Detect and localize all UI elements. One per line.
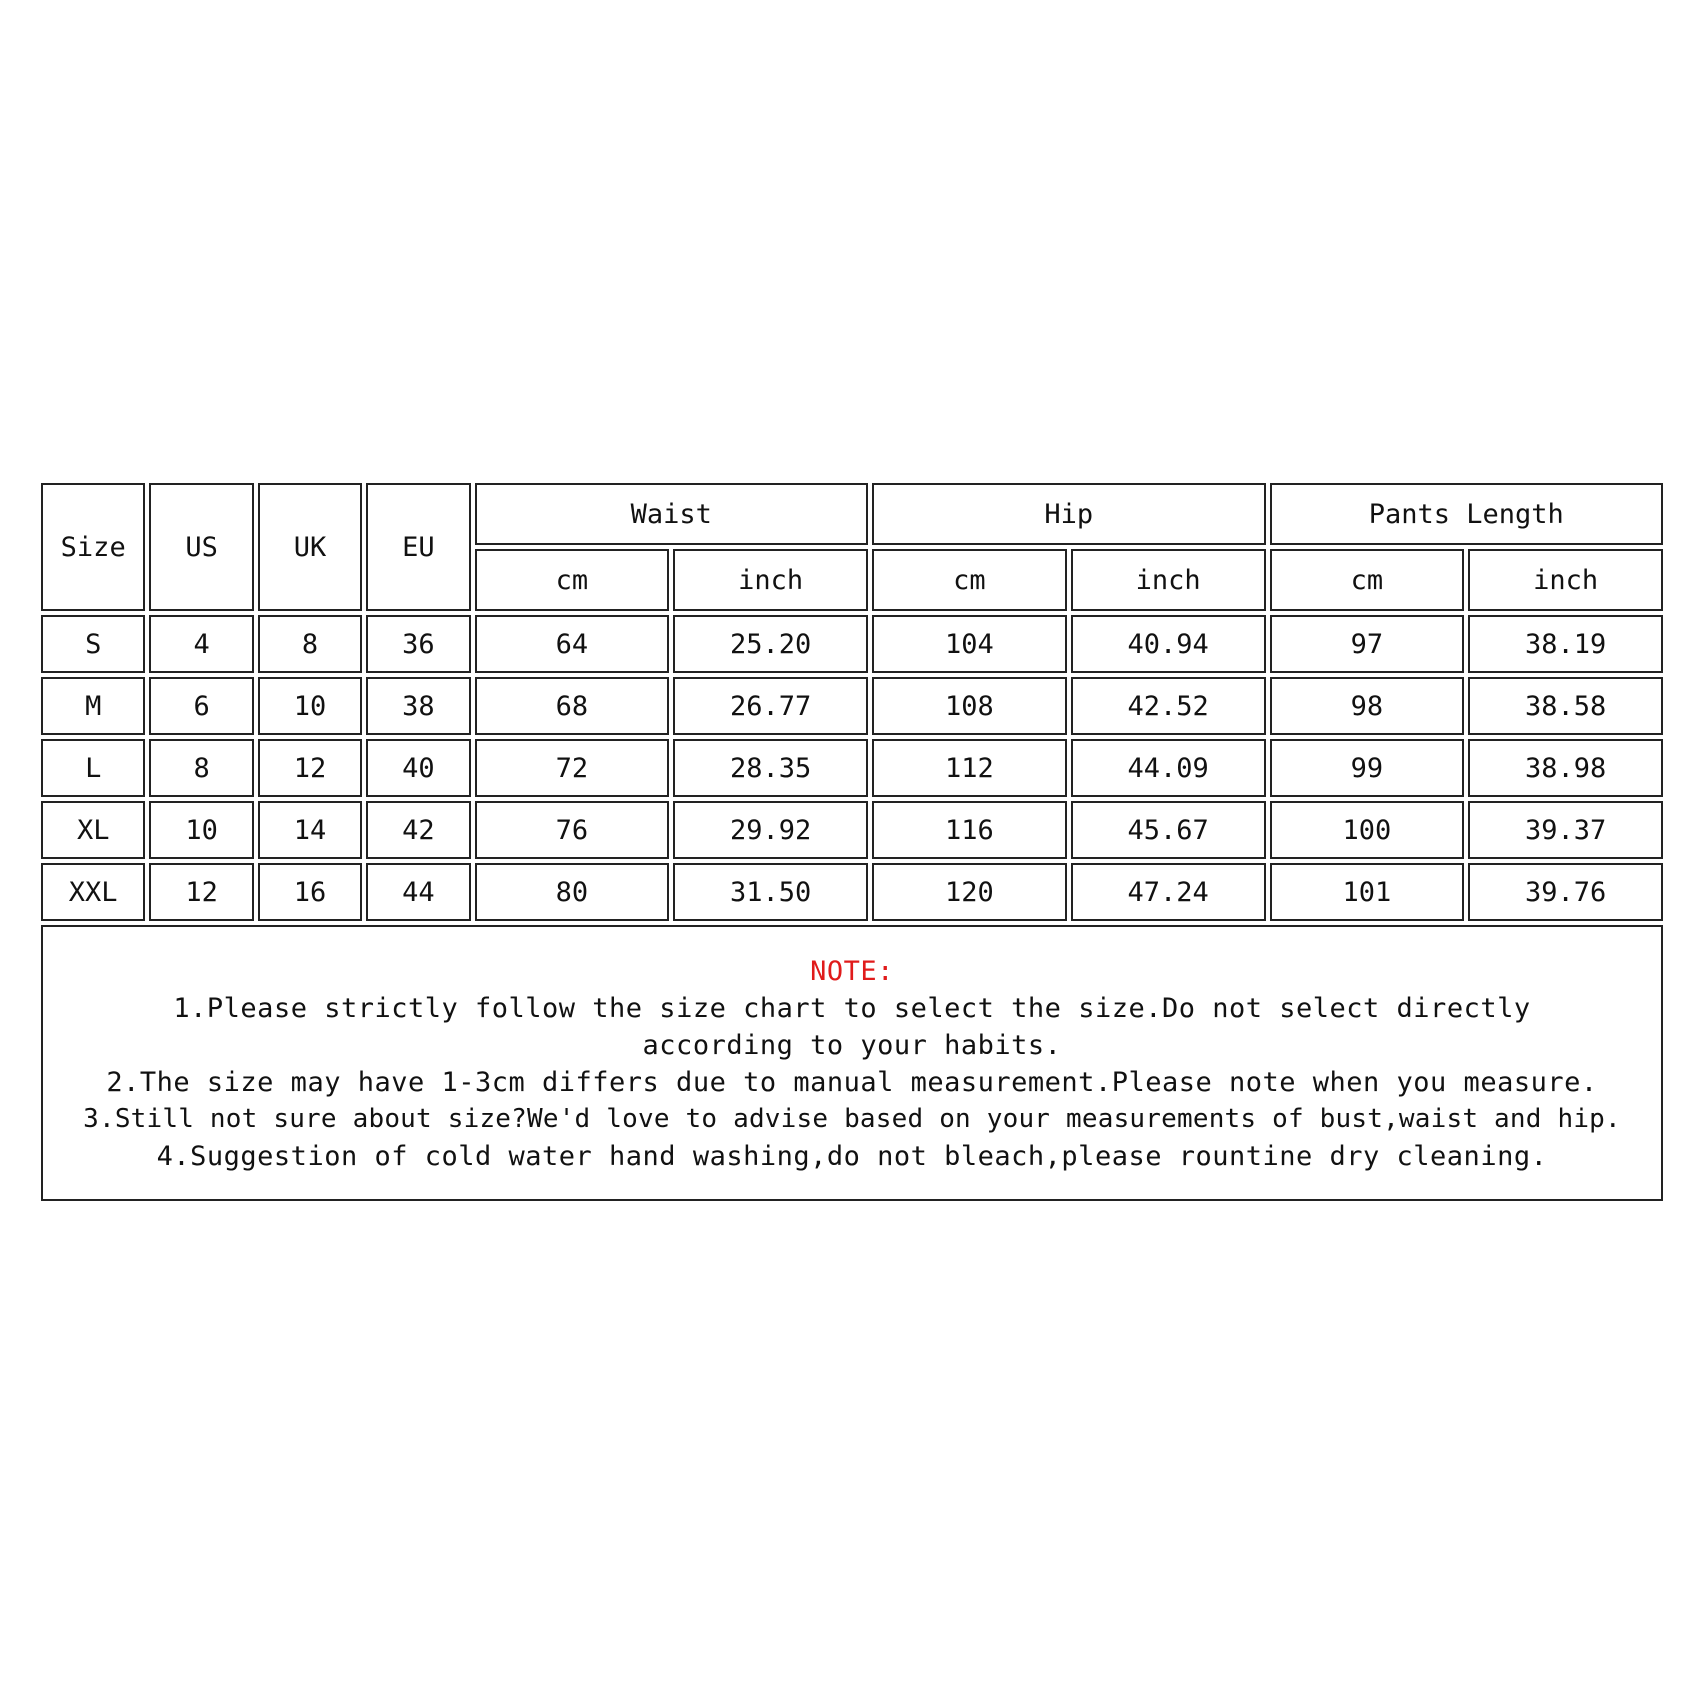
- note-line-3: 3.Still not sure about size?We'd love to advise based on your measurements of bust,waist and hip.: [83, 1104, 1621, 1134]
- unit-hip-inch: inch: [1071, 549, 1266, 611]
- cell-length-cm: 98: [1270, 677, 1465, 735]
- header-waist: Waist: [475, 483, 868, 545]
- cell-hip-inch: 45.67: [1071, 801, 1266, 859]
- cell-hip-cm: 108: [872, 677, 1067, 735]
- cell-waist-inch: 31.50: [673, 863, 868, 921]
- cell-size: S: [41, 615, 145, 673]
- cell-waist-cm: 64: [475, 615, 670, 673]
- note-line-4: 4.Suggestion of cold water hand washing,do not bleach,please rountine dry cleaning.: [156, 1141, 1548, 1172]
- cell-size: M: [41, 677, 145, 735]
- cell-hip-inch: 42.52: [1071, 677, 1266, 735]
- cell-eu: 42: [366, 801, 470, 859]
- cell-hip-cm: 104: [872, 615, 1067, 673]
- cell-eu: 36: [366, 615, 470, 673]
- cell-length-inch: 39.76: [1468, 863, 1663, 921]
- cell-uk: 12: [258, 739, 362, 797]
- cell-size: XL: [41, 801, 145, 859]
- note-line-1: 1.Please strictly follow the size chart to select the size.Do not select directly according to your habits.: [173, 993, 1531, 1061]
- table-row: [41, 677, 1663, 735]
- header-pants-length: Pants Length: [1270, 483, 1664, 545]
- cell-hip-cm: 116: [872, 801, 1067, 859]
- unit-waist-inch: inch: [673, 549, 868, 611]
- cell-eu: 40: [366, 739, 470, 797]
- cell-hip-inch: 40.94: [1071, 615, 1266, 673]
- size-table: [37, 479, 1667, 925]
- cell-waist-cm: 68: [475, 677, 670, 735]
- cell-waist-cm: 76: [475, 801, 670, 859]
- note-title: NOTE:: [810, 956, 894, 987]
- cell-hip-cm: 112: [872, 739, 1067, 797]
- unit-length-cm: cm: [1270, 549, 1465, 611]
- cell-length-cm: 97: [1270, 615, 1465, 673]
- cell-length-cm: 100: [1270, 801, 1465, 859]
- cell-uk: 10: [258, 677, 362, 735]
- cell-length-inch: 39.37: [1468, 801, 1663, 859]
- cell-waist-inch: 28.35: [673, 739, 868, 797]
- size-rows: [41, 615, 1663, 921]
- cell-length-inch: 38.98: [1468, 739, 1663, 797]
- header-size: Size: [41, 483, 145, 611]
- unit-length-inch: inch: [1468, 549, 1663, 611]
- cell-waist-cm: 72: [475, 739, 670, 797]
- size-chart: [41, 479, 1663, 1201]
- cell-waist-inch: 25.20: [673, 615, 868, 673]
- cell-length-cm: 101: [1270, 863, 1465, 921]
- cell-eu: 38: [366, 677, 470, 735]
- cell-us: 4: [149, 615, 253, 673]
- cell-waist-inch: 29.92: [673, 801, 868, 859]
- cell-us: 10: [149, 801, 253, 859]
- table-row: [41, 863, 1663, 921]
- cell-waist-cm: 80: [475, 863, 670, 921]
- cell-hip-inch: 47.24: [1071, 863, 1266, 921]
- cell-uk: 8: [258, 615, 362, 673]
- header-uk: UK: [258, 483, 362, 611]
- cell-us: 12: [149, 863, 253, 921]
- unit-waist-cm: cm: [475, 549, 670, 611]
- header-us: US: [149, 483, 253, 611]
- cell-uk: 14: [258, 801, 362, 859]
- cell-waist-inch: 26.77: [673, 677, 868, 735]
- cell-size: XXL: [41, 863, 145, 921]
- cell-us: 8: [149, 739, 253, 797]
- cell-hip-cm: 120: [872, 863, 1067, 921]
- note-line-2: 2.The size may have 1-3cm differs due to manual measurement.Please note when you measure.: [106, 1067, 1598, 1098]
- note-box: [41, 925, 1663, 1201]
- table-row: [41, 615, 1663, 673]
- table-row: [41, 801, 1663, 859]
- header-eu: EU: [366, 483, 470, 611]
- cell-us: 6: [149, 677, 253, 735]
- table-row: [41, 739, 1663, 797]
- cell-length-inch: 38.19: [1468, 615, 1663, 673]
- cell-uk: 16: [258, 863, 362, 921]
- cell-length-cm: 99: [1270, 739, 1465, 797]
- cell-hip-inch: 44.09: [1071, 739, 1266, 797]
- cell-size: L: [41, 739, 145, 797]
- unit-hip-cm: cm: [872, 549, 1067, 611]
- cell-length-inch: 38.58: [1468, 677, 1663, 735]
- header-hip: Hip: [872, 483, 1265, 545]
- cell-eu: 44: [366, 863, 470, 921]
- header-row: [41, 483, 1663, 545]
